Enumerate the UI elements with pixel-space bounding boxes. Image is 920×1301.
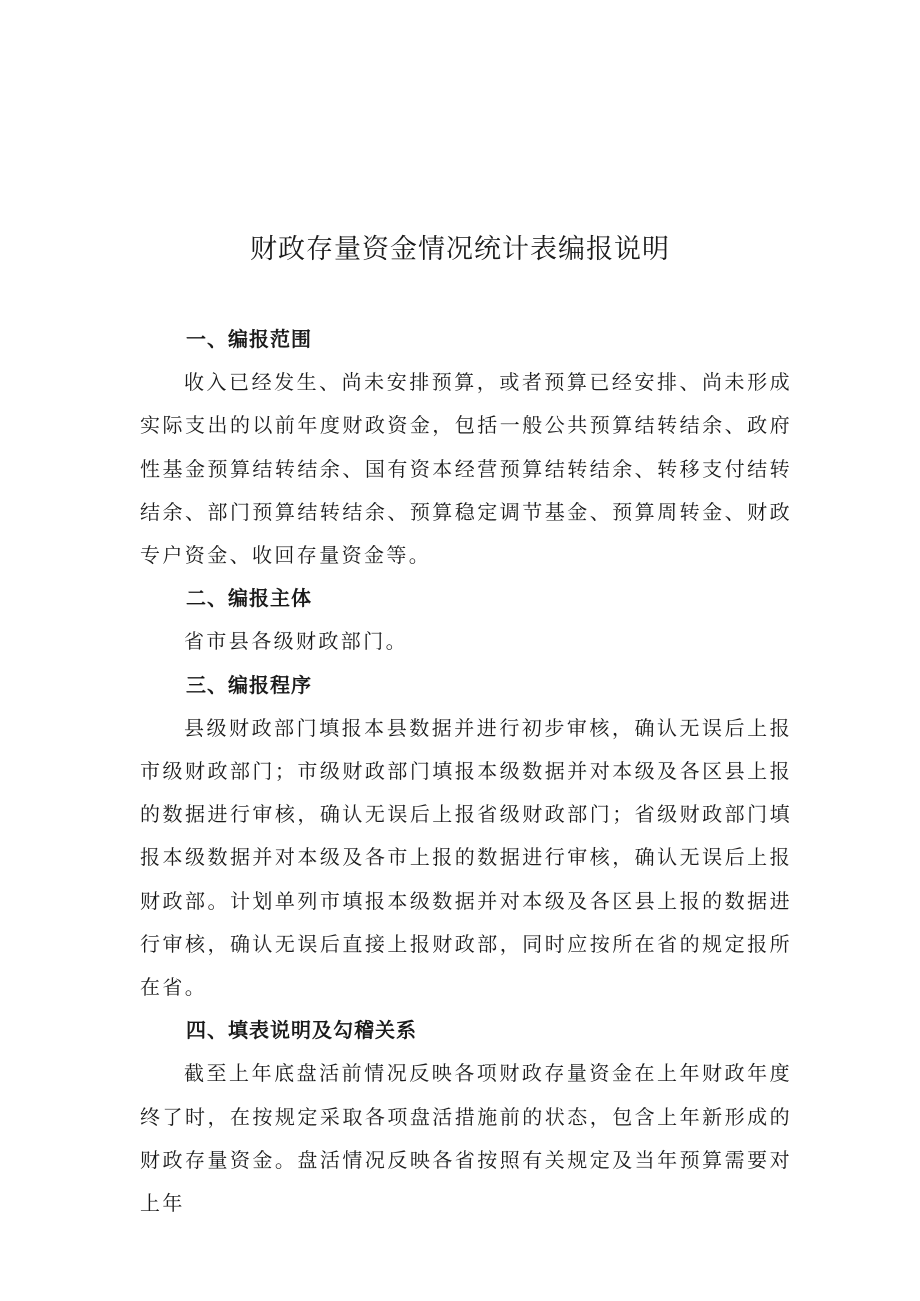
section-paragraph-procedure: 县级财政部门填报本县数据并进行初步审核，确认无误后上报市级财政部门；市级财政部门填报本级数据并对本级及各区县上报的数据进行审核，确认无误后上报省级财政部门；省级财政部门填报本级数据并对本级及各市上报的数据进行审核，确认无误后上报财政部。计划单列市填报本级数据并对本级及各区县上报的数据进行审核，确认无误后直接上报财政部，同时应按所在省的规定报所在省。	[140, 715, 792, 1000]
document-body	[140, 318, 792, 1225]
section-paragraph-entity: 省市县各级财政部门。	[184, 629, 408, 654]
section-paragraph-scope: 收入已经发生、尚未安排预算，或者预算已经安排、尚未形成实际支出的以前年度财政资金，包括一般公共预算结转结余、政府性基金预算结转结余、国有资本经营预算结转结余、转移支付结转结余、部门预算结转结余、预算稳定调节基金、预算周转金、财政专户资金、收回存量资金等。	[140, 370, 792, 568]
section-paragraph-instructions: 截至上年底盘活前情况反映各项财政存量资金在上年财政年度终了时，在按规定采取各项盘活措施前的状态，包含上年新形成的财政存量资金。盘活情况反映各省按照有关规定及当年预算需要对上年	[140, 1061, 792, 1216]
section-heading-procedure: 三、编报程序	[186, 672, 312, 697]
document-title: 财政存量资金情况统计表编报说明	[250, 234, 670, 265]
section-heading-instructions: 四、填表说明及勾稽关系	[186, 1018, 417, 1043]
section-heading-scope: 一、编报范围	[186, 327, 312, 351]
section-heading-entity: 二、编报主体	[186, 586, 312, 611]
